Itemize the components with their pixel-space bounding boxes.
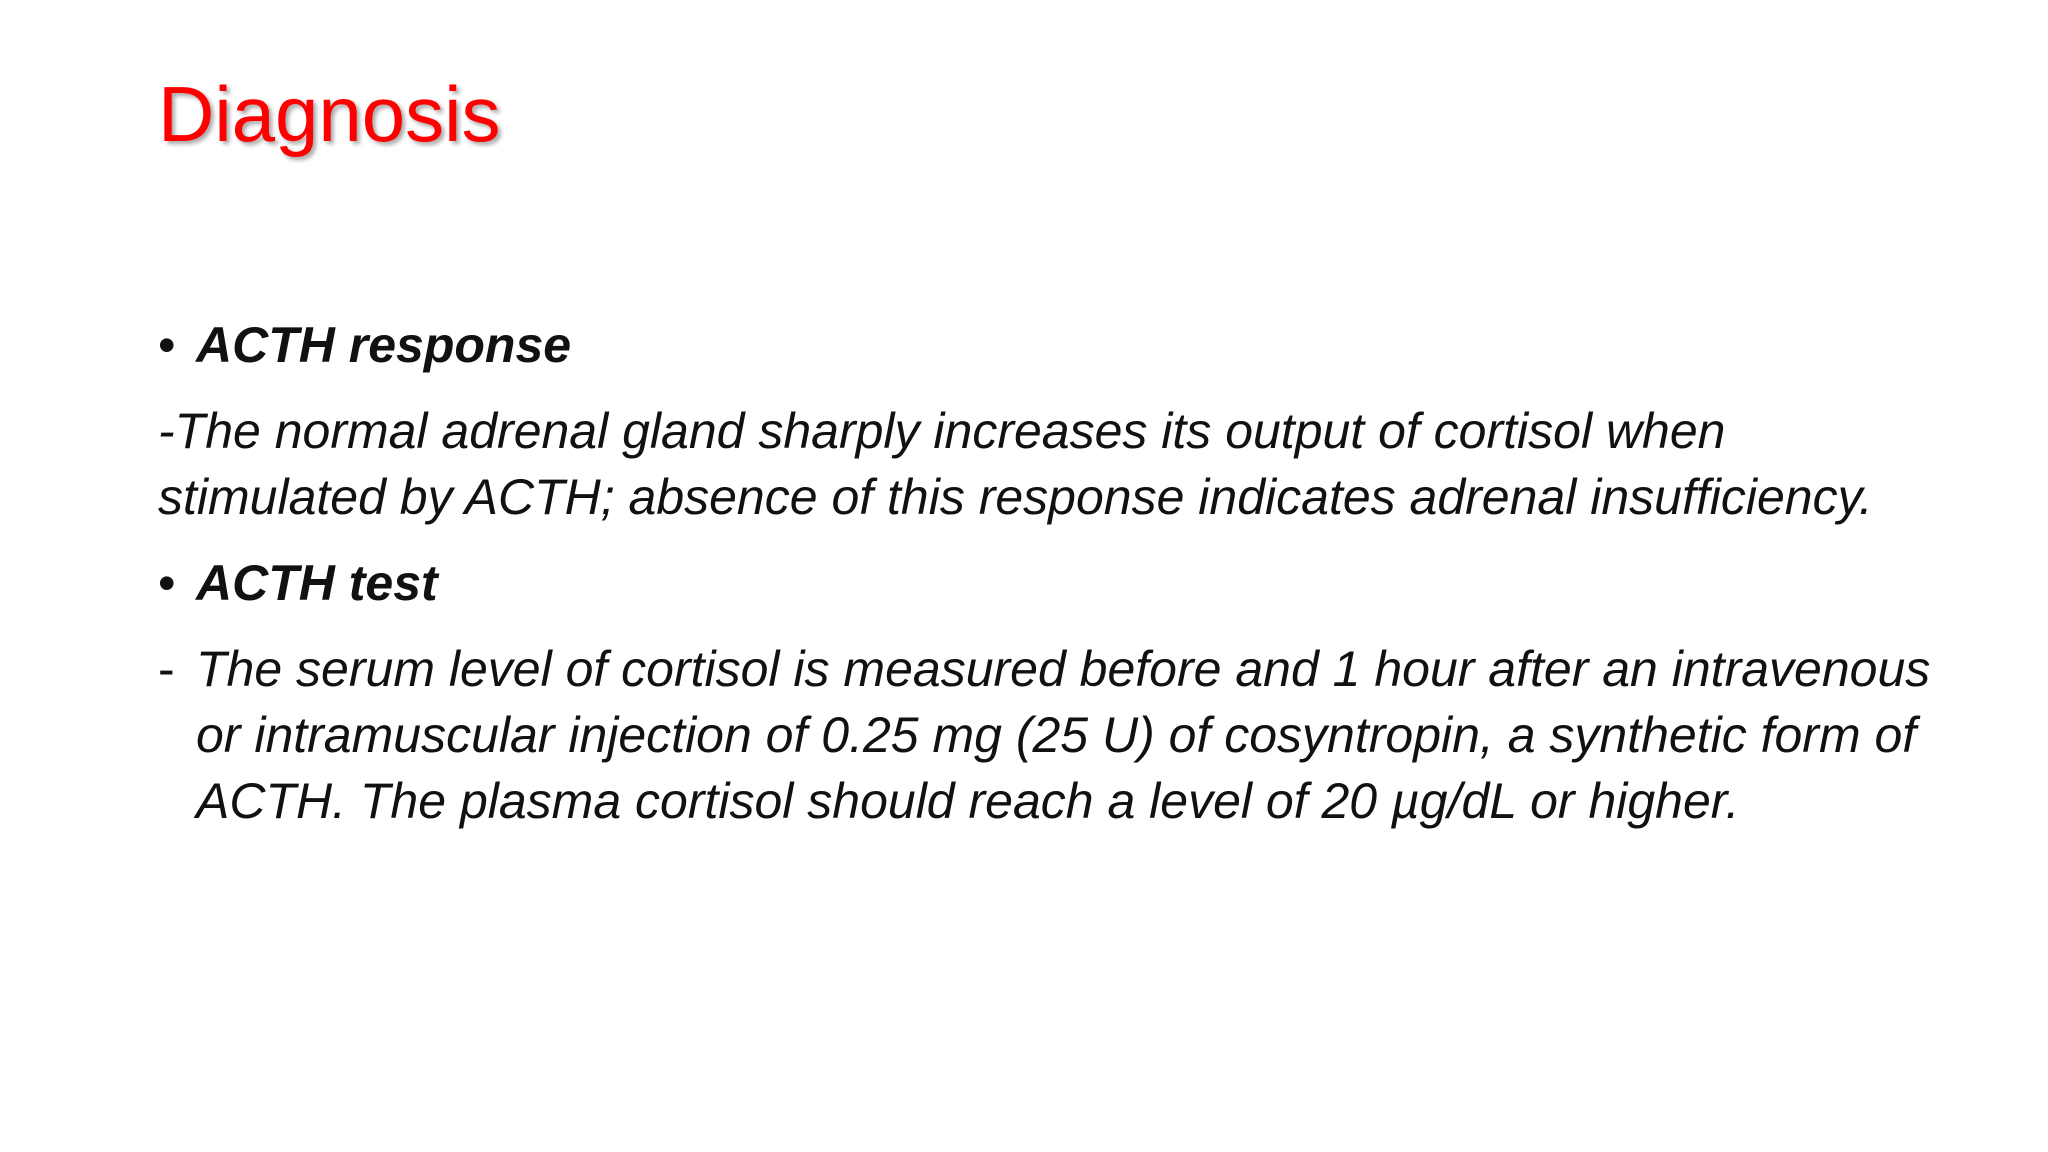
bullet-heading-label: ACTH response	[196, 317, 572, 373]
dash-marker: -	[158, 641, 175, 697]
slide-title: Diagnosis	[158, 70, 501, 158]
bullet-icon: •	[158, 555, 176, 611]
bullet-heading-acth-test	[158, 550, 1958, 616]
paragraph-acth-test	[158, 636, 1958, 834]
paragraph-acth-test-text: The serum level of cortisol is measured before and 1 hour after an intravenous or intramuscular injection of 0.25 mg (25 U) of cosyntropin, a synthetic form of ACTH. The plasma cortisol should reach a level of 20 µg/dL or higher.	[196, 641, 1931, 829]
paragraph-acth-response: -The normal adrenal gland sharply increases its output of cortisol when stimulated by ACTH; absence of this response indicates adrenal insufficiency.	[158, 403, 1873, 525]
slide-content	[158, 312, 1958, 834]
bullet-heading-acth-response	[158, 312, 1958, 378]
bullet-heading-label: ACTH test	[196, 555, 438, 611]
bullet-icon: •	[158, 317, 176, 373]
